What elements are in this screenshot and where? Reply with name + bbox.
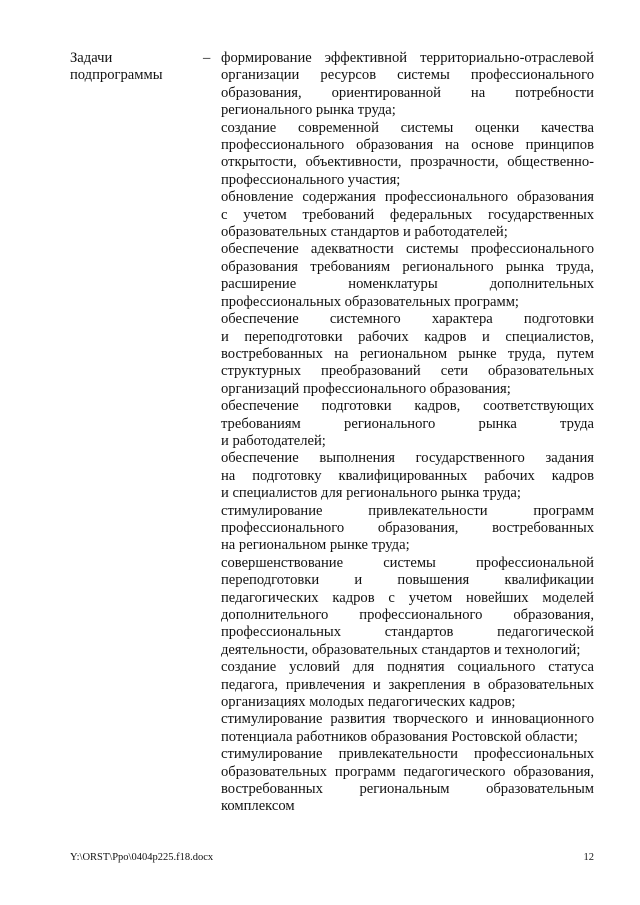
task-line: профессиональных образовательных программ;	[221, 293, 519, 310]
task-item	[221, 450, 594, 502]
task-line: организациях молодых педагогических кадров;	[221, 694, 516, 711]
task-line: профессионального образования на основе принципов	[221, 137, 594, 154]
task-item	[221, 241, 594, 311]
task-line: обеспечение системного характера подготовки	[221, 311, 594, 328]
task-item	[221, 311, 594, 398]
task-line: профессиональных стандартов педагогической	[221, 624, 594, 641]
task-item	[221, 746, 594, 816]
task-line: образования, ориентированной на потребности	[221, 84, 594, 101]
task-line: и специалистов для регионального рынка труда;	[221, 485, 521, 502]
task-line: открытости, объективности, прозрачности, общественно-	[221, 154, 594, 171]
section-label-line: Задачи	[70, 50, 113, 66]
task-item	[221, 503, 594, 555]
task-line: формирование эффективной территориально-отраслевой	[221, 50, 594, 66]
task-line: востребованных на региональном рынке труда, путем	[221, 345, 594, 362]
task-line: и работодателей;	[221, 432, 326, 449]
task-line: педагога, привлечения и закрепления в образовательных	[221, 676, 594, 693]
task-line: расширение номенклатуры дополнительных	[221, 276, 594, 293]
task-line: образовательных стандартов и работодателей;	[221, 224, 508, 241]
task-line: стимулирование привлекательности профессиональных	[221, 746, 594, 763]
task-item	[221, 50, 594, 120]
task-line: создание современной системы оценки качества	[221, 119, 594, 136]
task-line: с учетом требований федеральных государственных	[221, 206, 594, 223]
task-item	[221, 555, 594, 659]
task-line: и переподготовки рабочих кадров и специалистов,	[221, 328, 594, 345]
task-line: профессионального участия;	[221, 171, 401, 188]
task-item	[221, 711, 594, 746]
section-label-line: подпрограммы	[70, 67, 163, 84]
task-line: организаций профессионального образования;	[221, 380, 511, 397]
task-line: педагогических кадров с учетом новейших моделей	[221, 589, 594, 606]
task-item	[221, 398, 594, 450]
task-line: обеспечение выполнения государственного задания	[221, 450, 594, 467]
task-line: на региональном рынке труда;	[221, 537, 410, 554]
task-line: востребованных региональным образовательным	[221, 781, 594, 798]
task-line: переподготовки и повышения квалификации	[221, 572, 594, 589]
task-line: комплексом	[221, 798, 295, 815]
task-line: обеспечение подготовки кадров, соответствующих	[221, 398, 594, 415]
tasks-list	[221, 50, 594, 816]
task-item	[221, 659, 594, 711]
task-line: стимулирование развития творческого и инновационного	[221, 711, 594, 728]
task-line: образования требованиям регионального рынка труда,	[221, 258, 594, 275]
task-line: обеспечение адекватности системы профессионального	[221, 241, 594, 258]
task-line: потенциала работников образования Ростовской области;	[221, 728, 578, 745]
task-line: деятельности, образовательных стандартов и технологий;	[221, 641, 581, 658]
task-line: создание условий для поднятия социального статуса	[221, 659, 594, 676]
task-line: стимулирование привлекательности программ	[221, 502, 594, 519]
task-line: дополнительного профессионального образования,	[221, 607, 594, 623]
task-line: профессионального образования, востребованных	[221, 519, 594, 536]
footer-page-number: 12	[583, 852, 594, 863]
task-line: регионального рынка труда;	[221, 102, 396, 119]
task-line: требованиям регионального рынка труда	[221, 415, 594, 432]
task-line: образовательных программ педагогического образования,	[221, 763, 594, 780]
task-line: на подготовку квалифицированных рабочих кадров	[221, 467, 594, 484]
task-item	[221, 189, 594, 241]
section-label	[70, 50, 190, 85]
task-item	[221, 120, 594, 190]
footer-file-path: Y:\ORST\Ppo\0404p225.f18.docx	[70, 852, 214, 863]
task-line: обновление содержания профессионального образования	[221, 189, 594, 206]
task-line: совершенствование системы профессиональной	[221, 554, 594, 571]
dash-separator: –	[203, 50, 211, 66]
task-line: организации ресурсов системы профессионального	[221, 67, 594, 84]
task-line: структурных преобразований сети образовательных	[221, 363, 594, 380]
